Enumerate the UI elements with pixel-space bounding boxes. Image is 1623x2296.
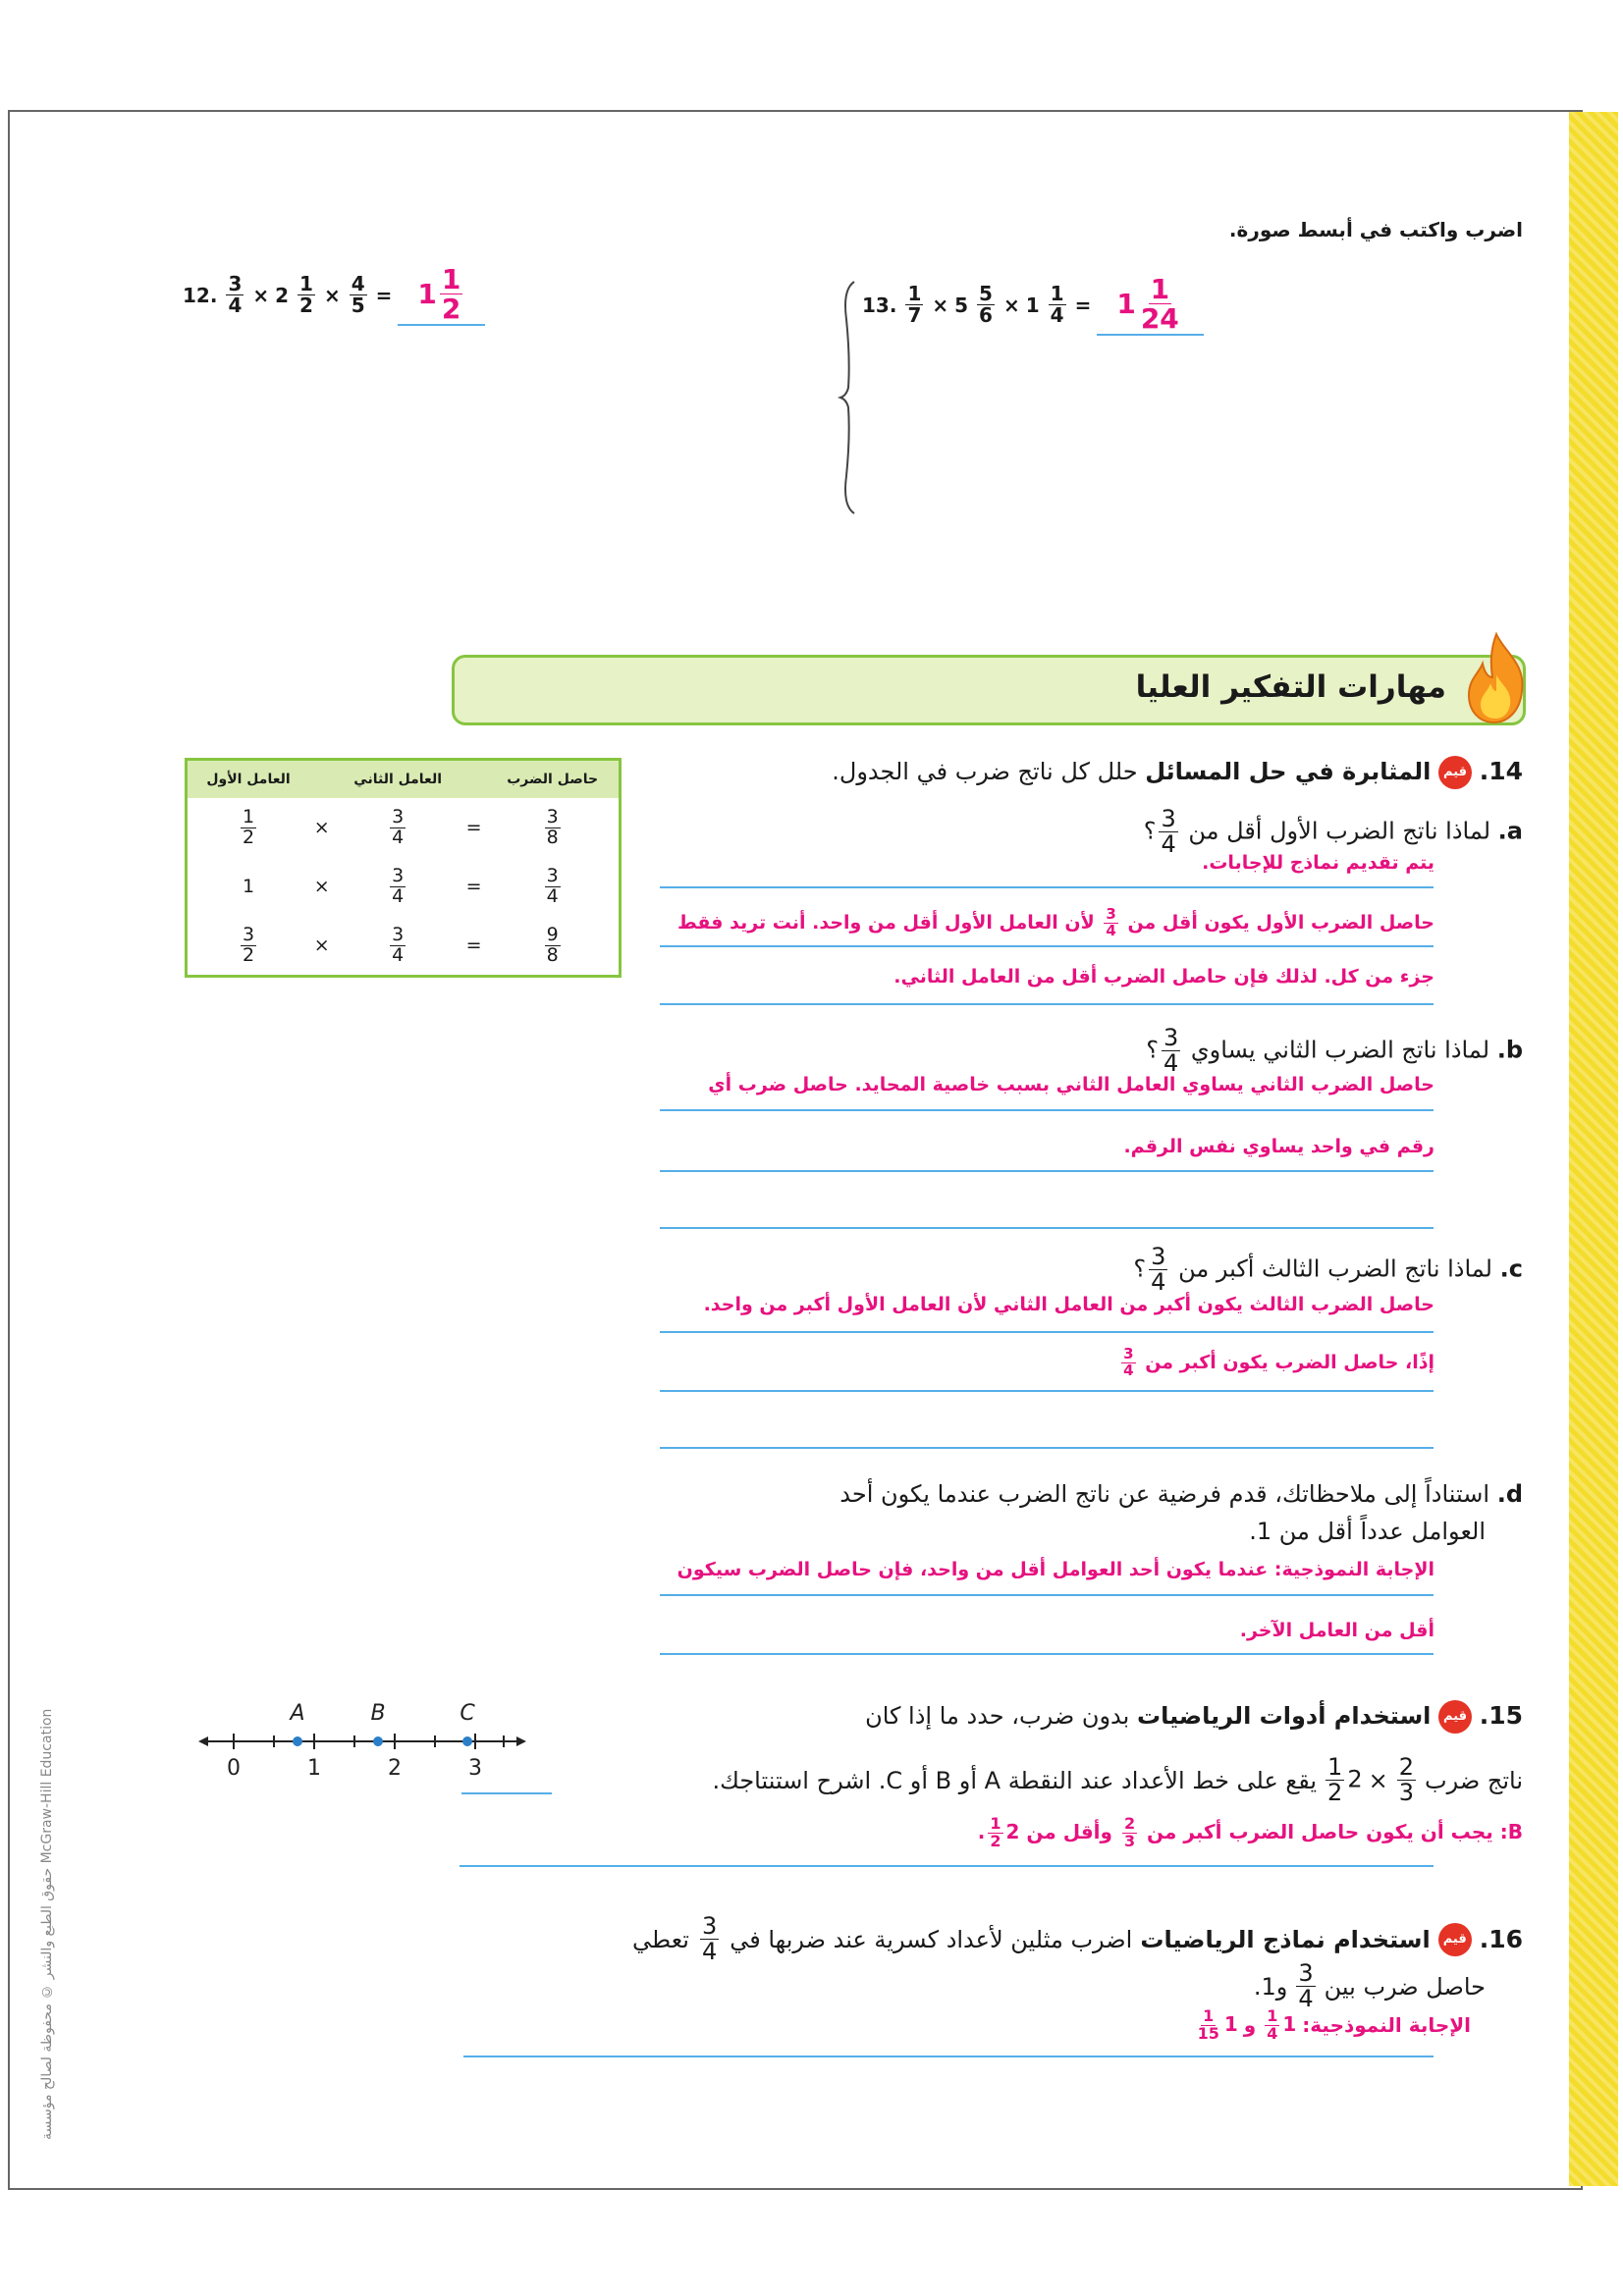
instruction-text: اضرب واكتب في أبسط صورة. <box>1228 218 1523 241</box>
q14c-answer-2: إذًا، حاصل الضرب يكون أكبر من $\frac{3}{4}$ <box>1123 1345 1434 1379</box>
point-b <box>373 1736 383 1746</box>
point-a <box>293 1736 302 1746</box>
q14b-question: b. لماذا ناتج الضرب الثاني يساوي $\frac{3}{4}$ ؟ <box>1146 1024 1523 1078</box>
problem-13: 13. $\frac{1}{7}$ × 5 $\frac{5}{6}$ × 1 $\frac{1}{4}$ = 1 $\frac{1}{24}$ <box>862 275 1204 336</box>
table-row: 1 × $\frac{3}{4}$ = $\frac{3}{4}$ <box>242 864 559 907</box>
q14a-answer-3: جزء من كل. لذلك فإن حاصل الضرب أقل من العامل الثاني. <box>893 966 1434 988</box>
fraction: $\frac{1}{4}$ <box>1050 282 1064 328</box>
point-c <box>462 1736 472 1746</box>
section-title: مهارات التفكير العليا <box>1135 669 1446 705</box>
number-line <box>194 1696 528 1785</box>
q15-heading: 15. قيم استخدام أدوات الرياضيات بدون ضرب، حدد ما إذا كان <box>865 1700 1523 1734</box>
products-table <box>185 758 622 978</box>
answer-line <box>660 1170 1434 1172</box>
problem-12: 12. $\frac{3}{4}$ × 2 $\frac{1}{2}$ × $\frac{4}{5}$ = 1 $\frac{1}{2}$ <box>183 265 485 326</box>
answer-13: 1 $\frac{1}{24}$ <box>1097 275 1203 336</box>
answer-line <box>460 1865 1434 1867</box>
q14b-answer-1: حاصل الضرب الثاني يساوي العامل الثاني بسبب خاصية المحايد. حاصل ضرب أي <box>708 1074 1434 1095</box>
q14-heading: 14. قيم المثابرة في حل المسائل حلل كل ناتج ضرب في الجدول. <box>832 756 1523 789</box>
fraction: $\frac{1}{2}$ <box>299 272 313 318</box>
answer-line <box>660 886 1434 888</box>
q14c-answer-1: حاصل الضرب الثالث يكون أكبر من العامل الثاني لأن العامل الأول أكبر من واحد. <box>703 1294 1434 1315</box>
point-label-c: C <box>460 1701 475 1726</box>
answer-line <box>660 1653 1434 1655</box>
copyright-credit: حقوق الطبع والنشر © محفوظة لصالح مؤسسة McGraw-Hill Education <box>39 1708 55 2140</box>
page-edge-stripe <box>1569 112 1618 2186</box>
table-header: العامل الثاني <box>334 760 461 799</box>
table-row: $\frac{3}{2}$ × $\frac{3}{4}$ = $\frac{9}{8}$ <box>242 923 559 966</box>
skill-badge-icon: قيم <box>1438 756 1472 789</box>
q16-answer: الإجابة النموذجية: 1 $\frac{1}{4}$ و 1 $\frac{1}{15}$ <box>1197 2006 1471 2043</box>
q14d-answer-1: الإجابة النموذجية: عندما يكون أحد العوامل أقل من واحد، فإن حاصل الضرب سيكون <box>676 1559 1434 1580</box>
problem-number: 13. <box>862 293 897 317</box>
answer-line <box>660 1109 1434 1111</box>
answer-line <box>660 945 1434 947</box>
q14a-answer-2: حاصل الضرب الأول يكون أقل من $\frac{3}{4}$ لأن العامل الأول أقل من واحد. أنت تريد فقط <box>677 905 1434 939</box>
answer-line <box>660 1390 1434 1392</box>
q14c-question: c. لماذا ناتج الضرب الثالث أكبر من $\frac{3}{4}$ ؟ <box>1133 1243 1523 1297</box>
q14a-answer-1: يتم تقديم نماذج للإجابات. <box>1202 852 1434 874</box>
point-label-b: B <box>370 1701 386 1726</box>
answer-12: 1 $\frac{1}{2}$ <box>398 265 485 326</box>
answer-line <box>463 2056 1434 2057</box>
skill-badge-icon: قيم <box>1438 1923 1472 1956</box>
answer-line <box>660 1227 1434 1229</box>
q14a-question: a. لماذا ناتج الضرب الأول أقل من $\frac{3}{4}$ ؟ <box>1143 805 1523 859</box>
tick-label: 2 <box>388 1756 402 1781</box>
answer-line <box>660 1331 1434 1333</box>
tick-label: 1 <box>307 1756 321 1781</box>
fraction: $\frac{4}{5}$ <box>351 272 365 318</box>
section-header <box>452 655 1526 725</box>
table-header: العامل الأول <box>187 760 310 799</box>
problem-number: 12. <box>183 283 218 307</box>
fraction: $\frac{5}{6}$ <box>979 282 993 328</box>
q15-question: ناتج ضرب $\frac{2}{3}$ × 2 $\frac{1}{2}$ يقع على خط الأعداد عند النقطة A أو B أو C. اشرح استنتاجك. <box>712 1753 1523 1807</box>
answer-line <box>660 1003 1434 1005</box>
q14b-answer-2: رقم في واحد يساوي نفس الرقم. <box>1123 1136 1434 1157</box>
q14d-answer-2: أقل من العامل الآخر. <box>1239 1620 1434 1641</box>
flame-icon <box>1461 630 1532 724</box>
fraction: $\frac{3}{4}$ <box>228 272 243 318</box>
table-row: $\frac{1}{2}$ × $\frac{3}{4}$ = $\frac{3}{8}$ <box>242 805 559 848</box>
tick-label: 0 <box>227 1756 241 1781</box>
q16-question-line2: حاصل ضرب بين $\frac{3}{4}$ و1. <box>1253 1959 1486 2013</box>
tick-label: 3 <box>468 1756 482 1781</box>
q14d-question-line2: العوامل عدداً أقل من 1. <box>1249 1518 1486 1545</box>
q16-heading: 16. قيم استخدام نماذج الرياضيات اضرب مثلين لأعداد كسرية عند ضربها في $\frac{3}{4}$ تعطي <box>632 1912 1523 1966</box>
answer-line <box>660 1594 1434 1596</box>
point-label-a: A <box>290 1701 305 1726</box>
fraction: $\frac{1}{7}$ <box>907 282 922 328</box>
q14d-question: d. استناداً إلى ملاحظاتك، قدم فرضية عن ناتج الضرب عندما يكون أحد <box>839 1480 1523 1508</box>
answer-line <box>660 1447 1434 1449</box>
answer-blank <box>461 1792 552 1794</box>
q15-answer: B: يجب أن يكون حاصل الضرب أكبر من $\frac{2}{3}$ وأقل من 2 $\frac{1}{2}$ . <box>977 1814 1523 1850</box>
table-header: حاصل الضرب <box>486 760 620 799</box>
skill-badge-icon: قيم <box>1438 1700 1472 1734</box>
